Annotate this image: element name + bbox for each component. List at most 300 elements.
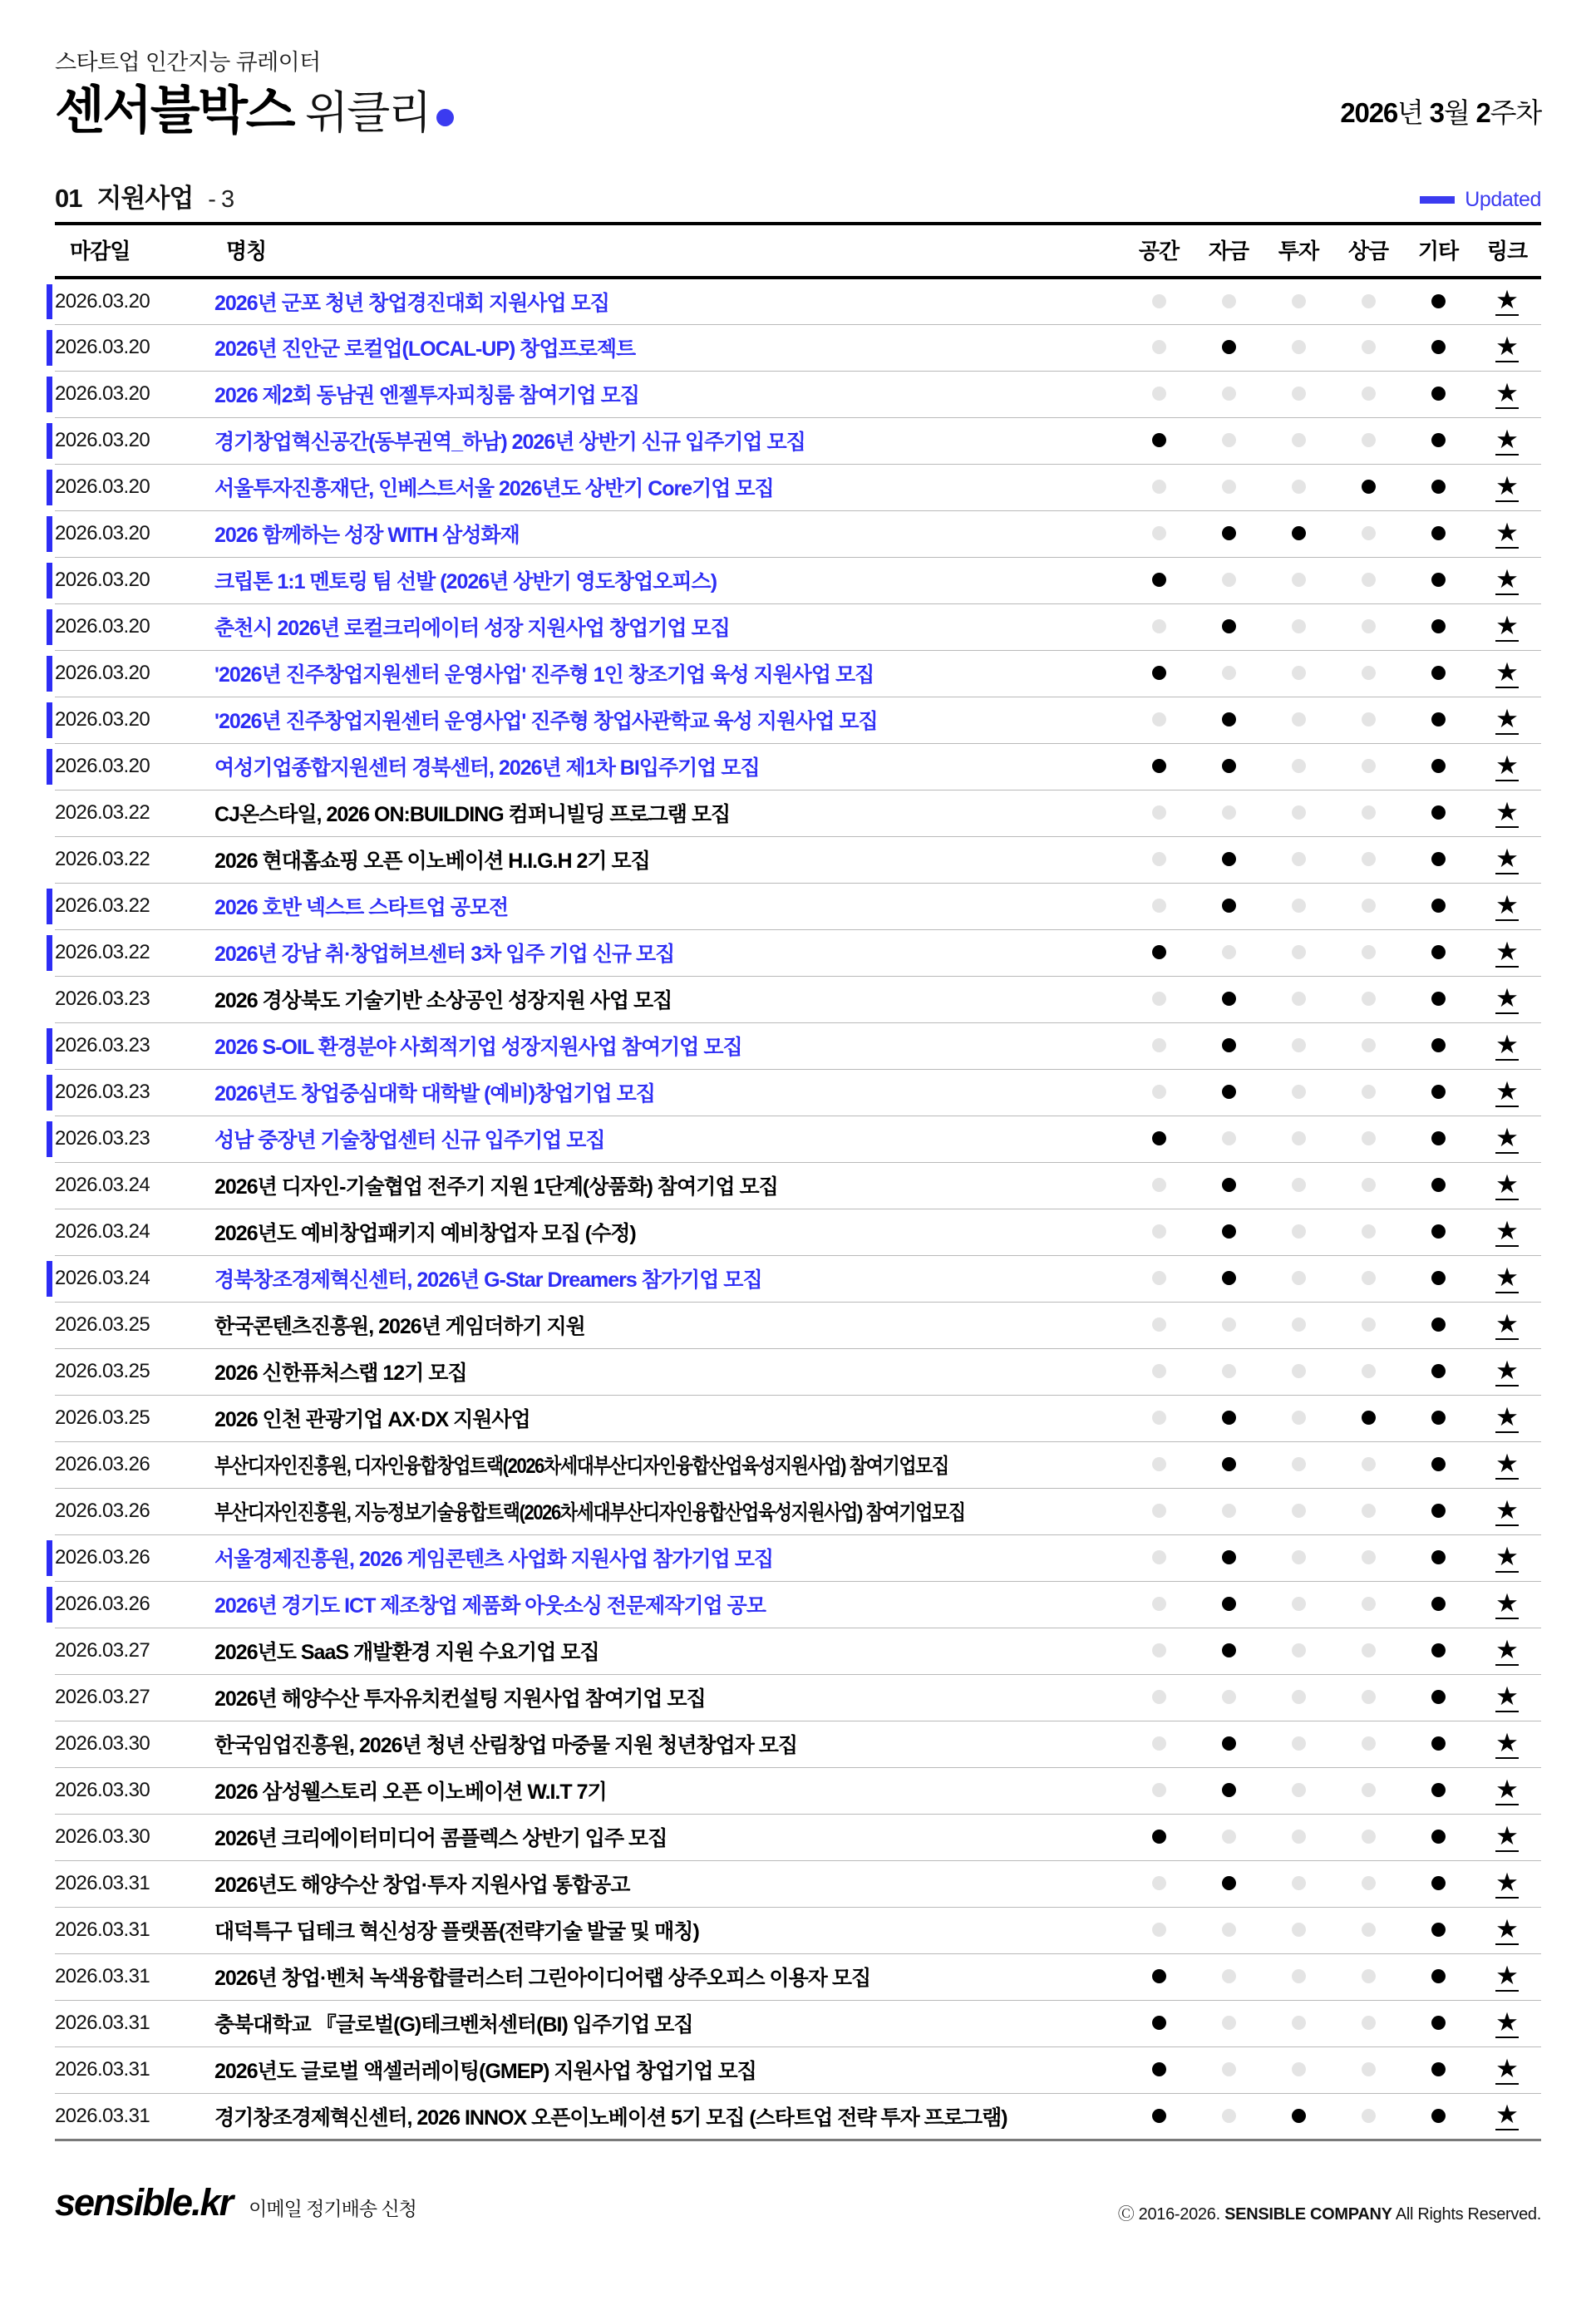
- dot-empty-icon: [1222, 1690, 1236, 1704]
- dot-filled-icon: [1222, 619, 1236, 633]
- dot-empty-icon: [1292, 1457, 1306, 1471]
- dot-empty-icon: [1222, 480, 1236, 494]
- cell-funding: [1194, 697, 1264, 743]
- cell-program-title[interactable]: 2026년 경기도 ICT 제조창업 제품화 아웃소싱 전문제작기업 공모: [214, 1581, 1124, 1628]
- issue-week: 2: [1475, 97, 1490, 128]
- dot-filled-icon: [1431, 340, 1446, 354]
- cell-investment: [1264, 1441, 1333, 1488]
- cell-link[interactable]: [1473, 650, 1541, 697]
- cell-other: [1403, 790, 1473, 836]
- cell-space: [1124, 1348, 1194, 1395]
- cell-program-title[interactable]: 부산디자인진흥원, 디자인융합창업트랙(2026차세대부산디자인융합산업육성지원사업) 참여기업모집: [214, 1441, 1015, 1488]
- dot-empty-icon: [1152, 1038, 1166, 1052]
- cell-link[interactable]: [1473, 371, 1541, 417]
- dot-empty-icon: [1152, 1923, 1166, 1937]
- cell-program-title[interactable]: 2026년도 예비창업패키지 예비창업자 모집 (수정): [214, 1209, 1124, 1255]
- cell-investment: [1264, 464, 1333, 510]
- cell-deadline: 2026.03.23: [55, 1116, 214, 1162]
- table-row[interactable]: [55, 1441, 1541, 1488]
- cell-link[interactable]: [1473, 2046, 1541, 2093]
- cell-funding: [1194, 510, 1264, 557]
- cell-program-title[interactable]: 2026 인천 관광기업 AX·DX 지원사업: [214, 1395, 1124, 1441]
- table-row[interactable]: [55, 790, 1541, 836]
- table-row[interactable]: [55, 510, 1541, 557]
- cell-link[interactable]: [1473, 743, 1541, 790]
- cell-funding: [1194, 650, 1264, 697]
- dot-filled-icon: [1431, 573, 1446, 587]
- subscribe-link[interactable]: 이메일 정기배송 신청: [249, 2197, 416, 2219]
- star-icon[interactable]: ★: [1495, 1308, 1519, 1338]
- cell-funding: [1194, 883, 1264, 929]
- cell-program-title[interactable]: 2026년도 창업중심대학 대학발 (예비)창업기업 모집: [214, 1069, 1124, 1116]
- cell-funding: [1194, 1767, 1264, 1814]
- table-row[interactable]: [55, 1534, 1541, 1581]
- dot-empty-icon: [1292, 294, 1306, 308]
- cell-prize: [1333, 697, 1403, 743]
- table-row[interactable]: [55, 1581, 1541, 1628]
- table-row[interactable]: [55, 650, 1541, 697]
- cell-link[interactable]: [1473, 836, 1541, 883]
- star-icon[interactable]: ★: [1495, 1495, 1519, 1524]
- cell-program-title[interactable]: '2026년 진주창업지원센터 운영사업' 진주형 1인 창조기업 육성 지원사업 모집: [214, 650, 1124, 697]
- dot-empty-icon: [1362, 945, 1376, 959]
- star-icon[interactable]: ★: [1495, 1122, 1519, 1152]
- cell-program-title[interactable]: 성남 중장년 기술창업센터 신규 입주기업 모집: [214, 1116, 1124, 1162]
- dot-filled-icon: [1431, 1923, 1446, 1937]
- table-row[interactable]: [55, 1767, 1541, 1814]
- table-row[interactable]: [55, 278, 1541, 324]
- cell-funding: [1194, 278, 1264, 324]
- star-icon[interactable]: ★: [1495, 750, 1519, 780]
- star-icon[interactable]: ★: [1495, 517, 1519, 547]
- dot-empty-icon: [1362, 294, 1376, 308]
- cell-program-title[interactable]: 2026 S-OIL 환경분야 사회적기업 성장지원사업 참여기업 모집: [214, 1022, 1124, 1069]
- cell-program-title[interactable]: 2026년 크리에이터미디어 콤플렉스 상반기 입주 모집: [214, 1814, 1124, 1860]
- cell-investment: [1264, 1628, 1333, 1674]
- table-row[interactable]: [55, 1953, 1541, 2000]
- cell-link[interactable]: [1473, 1860, 1541, 1907]
- cell-link[interactable]: [1473, 417, 1541, 464]
- column-header-deadline: 마감일: [55, 224, 214, 278]
- cell-prize: [1333, 324, 1403, 371]
- star-icon[interactable]: ★: [1495, 1867, 1519, 1897]
- cell-program-title[interactable]: 2026년 강남 취·창업허브센터 3차 입주 기업 신규 모집: [214, 929, 1124, 976]
- dot-empty-icon: [1362, 433, 1376, 447]
- cell-prize: [1333, 2093, 1403, 2140]
- dot-empty-icon: [1362, 1736, 1376, 1751]
- table-head: [55, 224, 1541, 278]
- table-row[interactable]: [55, 2093, 1541, 2140]
- dot-filled-icon: [1222, 1597, 1236, 1611]
- star-icon[interactable]: ★: [1495, 377, 1519, 407]
- dot-empty-icon: [1362, 2062, 1376, 2076]
- cell-funding: [1194, 1860, 1264, 1907]
- cell-link[interactable]: [1473, 1767, 1541, 1814]
- cell-link[interactable]: [1473, 1953, 1541, 2000]
- star-icon[interactable]: ★: [1495, 1634, 1519, 1664]
- star-icon[interactable]: ★: [1495, 1355, 1519, 1385]
- dot-empty-icon: [1292, 805, 1306, 820]
- star-icon[interactable]: ★: [1495, 1913, 1519, 1943]
- cell-investment: [1264, 1116, 1333, 1162]
- table-row[interactable]: [55, 1162, 1541, 1209]
- dot-filled-icon: [1431, 1876, 1446, 1890]
- table-row[interactable]: [55, 324, 1541, 371]
- cell-link[interactable]: [1473, 2000, 1541, 2046]
- cell-investment: [1264, 1255, 1333, 1302]
- table-row[interactable]: [55, 1348, 1541, 1395]
- dot-empty-icon: [1292, 340, 1306, 354]
- brand-name-light: 위클리: [304, 88, 431, 138]
- table-row[interactable]: [55, 1069, 1541, 1116]
- star-icon[interactable]: ★: [1495, 1215, 1519, 1245]
- dot-empty-icon: [1152, 992, 1166, 1006]
- table-row[interactable]: [55, 371, 1541, 417]
- cell-link[interactable]: [1473, 1069, 1541, 1116]
- table-row[interactable]: [55, 1628, 1541, 1674]
- cell-deadline: 2026.03.22: [55, 836, 214, 883]
- cell-link[interactable]: [1473, 1441, 1541, 1488]
- cell-link[interactable]: [1473, 697, 1541, 743]
- cell-deadline: 2026.03.27: [55, 1674, 214, 1721]
- dot-empty-icon: [1362, 712, 1376, 726]
- cell-space: [1124, 883, 1194, 929]
- issue-week-suffix: 주차: [1490, 97, 1541, 128]
- star-icon[interactable]: ★: [1495, 424, 1519, 454]
- cell-space: [1124, 324, 1194, 371]
- star-icon[interactable]: ★: [1495, 470, 1519, 500]
- table-row[interactable]: [55, 697, 1541, 743]
- table-row[interactable]: [55, 929, 1541, 976]
- cell-prize: [1333, 1069, 1403, 1116]
- cell-deadline: 2026.03.31: [55, 2000, 214, 2046]
- table-row[interactable]: [55, 557, 1541, 603]
- star-icon[interactable]: ★: [1495, 1727, 1519, 1757]
- cell-program-title[interactable]: 2026년 해양수산 투자유치컨설팅 지원사업 참여기업 모집: [214, 1674, 1124, 1721]
- cell-program-title[interactable]: 2026년 창업·벤처 녹색융합클러스터 그린아이디어랩 상주오피스 이용자 모집: [214, 1953, 1124, 2000]
- star-icon[interactable]: ★: [1495, 1820, 1519, 1850]
- cell-funding: [1194, 417, 1264, 464]
- dot-empty-icon: [1362, 573, 1376, 587]
- cell-program-title[interactable]: 한국콘텐츠진흥원, 2026년 게임더하기 지원: [214, 1302, 1124, 1348]
- cell-other: [1403, 278, 1473, 324]
- cell-program-title[interactable]: 여성기업종합지원센터 경북센터, 2026년 제1차 BI입주기업 모집: [214, 743, 1124, 790]
- cell-link[interactable]: [1473, 1721, 1541, 1767]
- dot-filled-icon: [1431, 387, 1446, 401]
- dot-empty-icon: [1362, 1317, 1376, 1332]
- dot-empty-icon: [1222, 1830, 1236, 1844]
- table-row[interactable]: [55, 1814, 1541, 1860]
- dot-filled-icon: [1431, 945, 1446, 959]
- dot-filled-icon: [1431, 1411, 1446, 1425]
- cell-link[interactable]: [1473, 883, 1541, 929]
- cell-link[interactable]: [1473, 1302, 1541, 1348]
- star-icon[interactable]: ★: [1495, 843, 1519, 873]
- cell-link[interactable]: [1473, 790, 1541, 836]
- dot-empty-icon: [1152, 1411, 1166, 1425]
- updated-legend: [1420, 188, 1541, 214]
- dot-empty-icon: [1362, 666, 1376, 680]
- star-icon[interactable]: ★: [1495, 983, 1519, 1012]
- cell-link[interactable]: [1473, 1628, 1541, 1674]
- star-icon[interactable]: ★: [1495, 1262, 1519, 1292]
- cell-program-title[interactable]: 서울경제진흥원, 2026 게임콘텐츠 사업화 지원사업 참가기업 모집: [214, 1534, 1124, 1581]
- cell-link[interactable]: [1473, 557, 1541, 603]
- dot-filled-icon: [1222, 1178, 1236, 1192]
- section-title: [55, 177, 234, 214]
- table-row[interactable]: [55, 976, 1541, 1022]
- cell-link[interactable]: [1473, 1116, 1541, 1162]
- table-row[interactable]: [55, 1116, 1541, 1162]
- star-icon[interactable]: ★: [1495, 889, 1519, 919]
- cell-program-title[interactable]: 대덕특구 딥테크 혁신성장 플랫폼(전략기술 발굴 및 매칭): [214, 1907, 1124, 1953]
- star-icon[interactable]: ★: [1495, 1448, 1519, 1478]
- cell-program-title[interactable]: 2026년도 해양수산 창업·투자 지원사업 통합공고: [214, 1860, 1124, 1907]
- star-icon[interactable]: ★: [1495, 703, 1519, 733]
- dot-filled-icon: [1431, 526, 1446, 540]
- cell-deadline: 2026.03.26: [55, 1441, 214, 1488]
- table-row[interactable]: [55, 1907, 1541, 1953]
- dot-filled-icon: [1152, 1131, 1166, 1145]
- table-row[interactable]: [55, 743, 1541, 790]
- dot-empty-icon: [1292, 1783, 1306, 1797]
- cell-program-title[interactable]: '2026년 진주창업지원센터 운영사업' 진주형 창업사관학교 육성 지원사업 모집: [214, 697, 1124, 743]
- dot-empty-icon: [1222, 573, 1236, 587]
- section-bar: [55, 177, 1541, 222]
- cell-link[interactable]: [1473, 1907, 1541, 1953]
- dot-filled-icon: [1222, 1411, 1236, 1425]
- cell-funding: [1194, 1534, 1264, 1581]
- dot-empty-icon: [1222, 1317, 1236, 1332]
- dot-filled-icon: [1152, 759, 1166, 773]
- cell-funding: [1194, 1953, 1264, 2000]
- cell-link[interactable]: [1473, 324, 1541, 371]
- dot-filled-icon: [1152, 2109, 1166, 2123]
- cell-deadline: 2026.03.25: [55, 1395, 214, 1441]
- star-icon[interactable]: ★: [1495, 1774, 1519, 1804]
- cell-link[interactable]: [1473, 1581, 1541, 1628]
- cell-program-title[interactable]: 2026 제2회 동남권 엔젤투자피칭룸 참여기업 모집: [214, 371, 1124, 417]
- cell-link[interactable]: [1473, 1534, 1541, 1581]
- dot-empty-icon: [1222, 1923, 1236, 1937]
- table-row[interactable]: [55, 1022, 1541, 1069]
- star-icon[interactable]: ★: [1495, 1541, 1519, 1571]
- cell-program-title[interactable]: 2026 신한퓨처스랩 12기 모집: [214, 1348, 1124, 1395]
- dot-empty-icon: [1152, 1643, 1166, 1657]
- cell-program-title[interactable]: 충북대학교 『글로벌(G)테크벤처센터(BI) 입주기업 모집: [214, 2000, 1124, 2046]
- cell-other: [1403, 1116, 1473, 1162]
- cell-funding: [1194, 743, 1264, 790]
- table-row[interactable]: [55, 2000, 1541, 2046]
- cell-link[interactable]: [1473, 278, 1541, 324]
- dot-filled-icon: [1431, 1783, 1446, 1797]
- cell-link[interactable]: [1473, 603, 1541, 650]
- copyright: [1118, 2200, 1541, 2224]
- cell-funding: [1194, 1721, 1264, 1767]
- dot-empty-icon: [1222, 1364, 1236, 1378]
- cell-program-title[interactable]: 춘천시 2026년 로컬크리에이터 성장 지원사업 창업기업 모집: [214, 603, 1124, 650]
- cell-program-title[interactable]: 서울투자진흥재단, 인베스트서울 2026년도 상반기 Core기업 모집: [214, 464, 1124, 510]
- table-row[interactable]: [55, 1860, 1541, 1907]
- star-icon[interactable]: ★: [1495, 2100, 1519, 2129]
- table-row[interactable]: [55, 464, 1541, 510]
- cell-deadline: 2026.03.23: [55, 1069, 214, 1116]
- cell-program-title[interactable]: 경기창업혁신공간(동부권역_하남) 2026년 상반기 신규 입주기업 모집: [214, 417, 1124, 464]
- star-icon[interactable]: ★: [1495, 610, 1519, 640]
- issue-month: 3: [1429, 97, 1444, 128]
- dot-empty-icon: [1362, 526, 1376, 540]
- table-row[interactable]: [55, 603, 1541, 650]
- cell-link[interactable]: [1473, 1162, 1541, 1209]
- dot-filled-icon: [1431, 433, 1446, 447]
- cell-program-title[interactable]: 2026년 군포 청년 창업경진대회 지원사업 모집: [214, 278, 1124, 324]
- cell-link[interactable]: [1473, 1348, 1541, 1395]
- star-icon[interactable]: ★: [1495, 796, 1519, 826]
- star-icon[interactable]: ★: [1495, 1029, 1519, 1059]
- cell-investment: [1264, 929, 1333, 976]
- issue-year-suffix: 년: [1397, 97, 1423, 128]
- dot-empty-icon: [1292, 1550, 1306, 1564]
- cell-program-title[interactable]: 한국임업진흥원, 2026년 청년 산림창업 마중물 지원 청년창업자 모집: [214, 1721, 1124, 1767]
- cell-program-title[interactable]: 2026 경상북도 기술기반 소상공인 성장지원 사업 모집: [214, 976, 1124, 1022]
- cell-deadline: 2026.03.20: [55, 417, 214, 464]
- cell-program-title[interactable]: CJ온스타일, 2026 ON:BUILDING 컴퍼니빌딩 프로그램 모집: [214, 790, 1124, 836]
- dot-empty-icon: [1362, 1923, 1376, 1937]
- tagline: 스타트업 인간지능 큐레이터: [55, 50, 321, 75]
- cell-program-title[interactable]: 2026 호반 넥스트 스타트업 공모전: [214, 883, 1124, 929]
- dot-empty-icon: [1152, 1085, 1166, 1099]
- cell-link[interactable]: [1473, 1488, 1541, 1534]
- dot-filled-icon: [1431, 1597, 1446, 1611]
- table-row[interactable]: [55, 417, 1541, 464]
- table-row[interactable]: [55, 1302, 1541, 1348]
- cell-link[interactable]: [1473, 929, 1541, 976]
- cell-investment: [1264, 650, 1333, 697]
- dot-empty-icon: [1292, 666, 1306, 680]
- cell-program-title[interactable]: 2026년도 SaaS 개발환경 지원 수요기업 모집: [214, 1628, 1124, 1674]
- cell-link[interactable]: [1473, 1209, 1541, 1255]
- star-icon[interactable]: ★: [1495, 1169, 1519, 1199]
- cell-deadline: 2026.03.31: [55, 2046, 214, 2093]
- cell-other: [1403, 1209, 1473, 1255]
- cell-space: [1124, 603, 1194, 650]
- cell-other: [1403, 1767, 1473, 1814]
- cell-link[interactable]: [1473, 1814, 1541, 1860]
- dot-filled-icon: [1152, 433, 1166, 447]
- cell-link[interactable]: [1473, 976, 1541, 1022]
- column-header-prize: 상금: [1333, 224, 1403, 278]
- table-row[interactable]: [55, 1674, 1541, 1721]
- dot-empty-icon: [1152, 1364, 1166, 1378]
- cell-link[interactable]: [1473, 2093, 1541, 2140]
- dot-empty-icon: [1152, 1271, 1166, 1285]
- dot-filled-icon: [1222, 1876, 1236, 1890]
- table-row[interactable]: [55, 1395, 1541, 1441]
- cell-investment: [1264, 976, 1333, 1022]
- dot-empty-icon: [1222, 2016, 1236, 2030]
- cell-investment: [1264, 417, 1333, 464]
- star-icon[interactable]: ★: [1495, 2007, 1519, 2037]
- cell-prize: [1333, 1721, 1403, 1767]
- cell-investment: [1264, 1209, 1333, 1255]
- dot-filled-icon: [1431, 619, 1446, 633]
- table-row[interactable]: [55, 1488, 1541, 1534]
- cell-space: [1124, 1395, 1194, 1441]
- cell-deadline: 2026.03.20: [55, 603, 214, 650]
- table-row[interactable]: [55, 2046, 1541, 2093]
- cell-link[interactable]: [1473, 464, 1541, 510]
- dot-empty-icon: [1152, 852, 1166, 866]
- dot-empty-icon: [1362, 340, 1376, 354]
- cell-prize: [1333, 510, 1403, 557]
- column-header-link: 링크: [1473, 224, 1541, 278]
- footer-logo[interactable]: sensible.kr: [55, 2180, 233, 2224]
- cell-program-title[interactable]: 2026 삼성웰스토리 오픈 이노베이션 W.I.T 7기: [214, 1767, 1124, 1814]
- cell-other: [1403, 1953, 1473, 2000]
- star-icon[interactable]: ★: [1495, 1588, 1519, 1618]
- star-icon[interactable]: ★: [1495, 285, 1519, 315]
- cell-space: [1124, 976, 1194, 1022]
- cell-program-title[interactable]: 경기창조경제혁신센터, 2026 INNOX 오픈이노베이션 5기 모집 (스타트업 전략 투자 프로그램): [214, 2093, 1124, 2140]
- dot-filled-icon: [1431, 992, 1446, 1006]
- issue-date: [1340, 91, 1541, 137]
- dot-empty-icon: [1292, 619, 1306, 633]
- cell-link[interactable]: [1473, 510, 1541, 557]
- table-row[interactable]: [55, 836, 1541, 883]
- dot-filled-icon: [1431, 1131, 1446, 1145]
- cell-program-title[interactable]: 2026년 진안군 로컬업(LOCAL-UP) 창업프로젝트: [214, 324, 1124, 371]
- cell-program-title[interactable]: 크립톤 1:1 멘토링 팀 선발 (2026년 상반기 영도창업오피스): [214, 557, 1124, 603]
- dot-empty-icon: [1362, 1876, 1376, 1890]
- table-row[interactable]: [55, 1209, 1541, 1255]
- dot-filled-icon: [1292, 526, 1306, 540]
- dot-empty-icon: [1222, 666, 1236, 680]
- star-icon[interactable]: ★: [1495, 1076, 1519, 1106]
- dot-filled-icon: [1431, 852, 1446, 866]
- table-row[interactable]: [55, 1255, 1541, 1302]
- cell-program-title[interactable]: 2026년 디자인-기술협업 전주기 지원 1단계(상품화) 참여기업 모집: [214, 1162, 1124, 1209]
- cell-link[interactable]: [1473, 1674, 1541, 1721]
- star-icon[interactable]: ★: [1495, 657, 1519, 687]
- table-row[interactable]: [55, 1721, 1541, 1767]
- table-row[interactable]: [55, 883, 1541, 929]
- cell-space: [1124, 836, 1194, 883]
- star-icon[interactable]: ★: [1495, 2053, 1519, 2083]
- cell-program-title[interactable]: 경북창조경제혁신센터, 2026년 G-Star Dreamers 참가기업 모집: [214, 1255, 1124, 1302]
- cell-link[interactable]: [1473, 1395, 1541, 1441]
- dot-filled-icon: [1222, 852, 1236, 866]
- star-icon[interactable]: ★: [1495, 331, 1519, 361]
- star-icon[interactable]: ★: [1495, 564, 1519, 593]
- cell-program-title[interactable]: 2026년도 글로벌 액셀러레이팅(GMEP) 지원사업 창업기업 모집: [214, 2046, 1124, 2093]
- cell-program-title[interactable]: 2026 현대홈쇼핑 오픈 이노베이션 H.I.G.H 2기 모집: [214, 836, 1124, 883]
- cell-investment: [1264, 1721, 1333, 1767]
- cell-investment: [1264, 1395, 1333, 1441]
- cell-deadline: 2026.03.20: [55, 650, 214, 697]
- star-icon[interactable]: ★: [1495, 1960, 1519, 1990]
- cell-program-title[interactable]: 2026 함께하는 성장 WITH 삼성화재: [214, 510, 1124, 557]
- star-icon[interactable]: ★: [1495, 1401, 1519, 1431]
- star-icon[interactable]: ★: [1495, 936, 1519, 966]
- dot-empty-icon: [1362, 2109, 1376, 2123]
- cell-link[interactable]: [1473, 1255, 1541, 1302]
- cell-program-title[interactable]: 부산디자인진흥원, 지능정보기술융합트랙(2026차세대부산디자인융합산업육성지원사업) 참여기업모집: [214, 1488, 1015, 1534]
- cell-funding: [1194, 1022, 1264, 1069]
- cell-deadline: 2026.03.26: [55, 1488, 214, 1534]
- star-icon[interactable]: ★: [1495, 1681, 1519, 1711]
- cell-link[interactable]: [1473, 1022, 1541, 1069]
- dot-filled-icon: [1431, 1178, 1446, 1192]
